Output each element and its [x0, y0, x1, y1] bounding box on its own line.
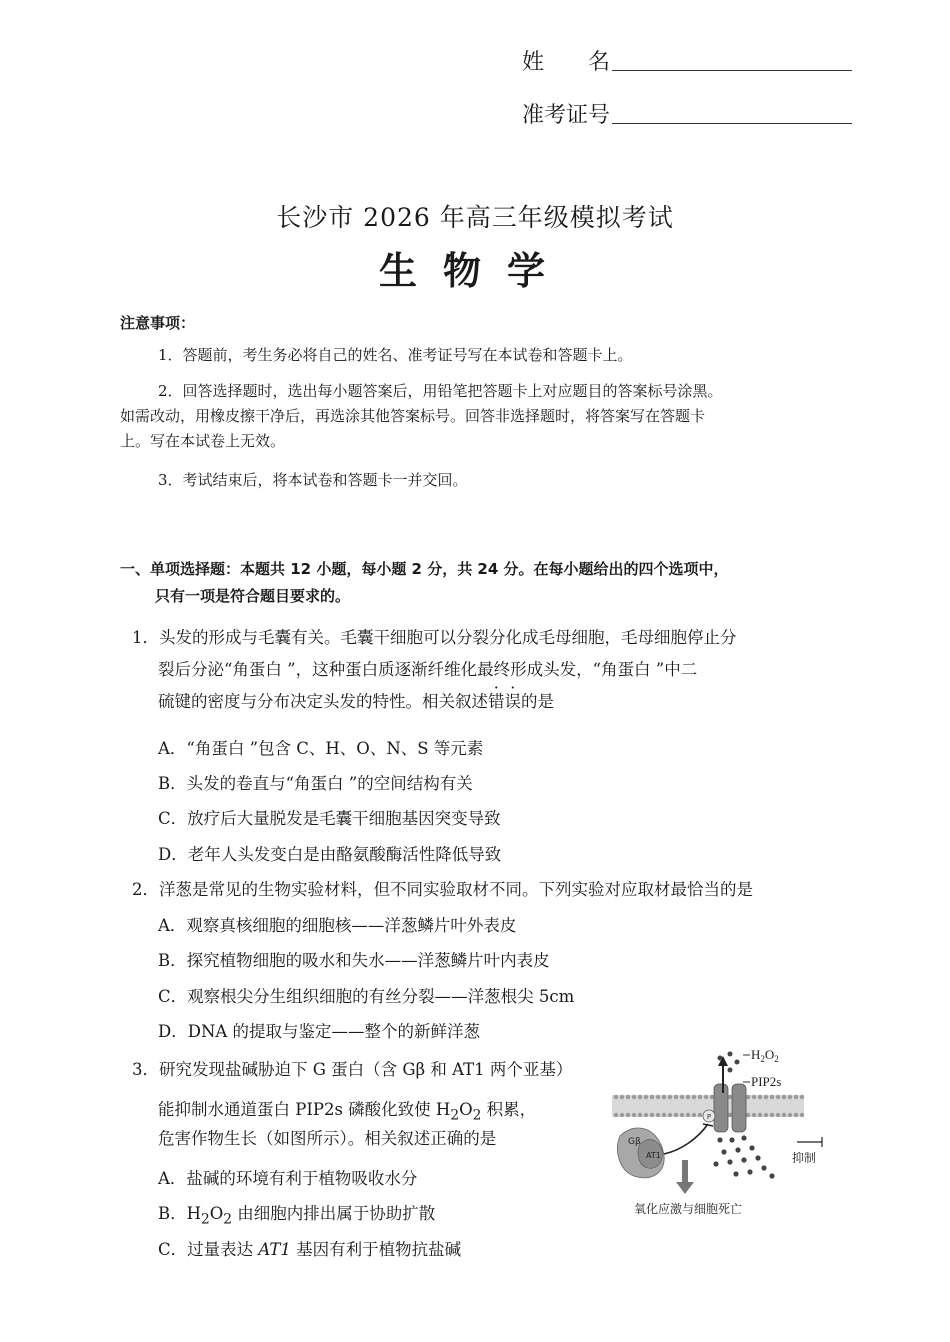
- gene-name: AT1: [258, 1240, 291, 1259]
- q1-option-d: D．老年人头发变白是由酪氨酸酶活性降低导致: [158, 845, 502, 864]
- subscript: 2: [201, 1211, 210, 1228]
- q1-stem-line-2: 裂后分泌“角蛋白 ”，这种蛋白质逐渐纤维化最终形成头发，“角蛋白 ”中二: [158, 660, 698, 679]
- down-arrow-icon: [676, 1160, 694, 1194]
- h2o2-text: H: [751, 1048, 761, 1062]
- exam-id-label: 准考证号: [522, 103, 611, 128]
- notice-item-2-line-3: 上。写在本试卷上无效。: [120, 432, 286, 450]
- inhibition-bar: [703, 1124, 713, 1126]
- q3-option-c: [158, 1236, 461, 1260]
- phosphate-label: P: [706, 1113, 712, 1121]
- h2o2-label: [751, 1048, 779, 1064]
- section-1-heading-line-1: 一、单项选择题：本题共 12 小题，每小题 2 分，共 24 分。在每小题给出的四个选项中，: [120, 560, 729, 578]
- q1-stem-line-1: 1．头发的形成与毛囊有关。毛囊干细胞可以分裂分化成毛母细胞，毛母细胞停止分: [132, 628, 737, 647]
- q3-text: 能抑制水通道蛋白 PIP2s 磷酸化致使 H: [158, 1100, 451, 1119]
- h2o2-molecules-inside: [713, 1135, 774, 1178]
- notice-heading: 注意事项：: [120, 314, 196, 332]
- name-field: [522, 45, 852, 76]
- exam-title: 长沙市 2026 年高三年级模拟考试: [276, 203, 674, 232]
- exam-id-field: [522, 98, 852, 129]
- gbeta-label: Gβ: [628, 1137, 641, 1147]
- q2-option-b: B．探究植物细胞的吸水和失水——洋葱鳞片叶内表皮: [158, 951, 550, 970]
- q1-option-b: B．头发的卷直与“角蛋白 ”的空间结构有关: [158, 774, 473, 793]
- inhibit-label: 抑制: [792, 1151, 817, 1165]
- pip2s-channel: [714, 1056, 746, 1132]
- q2-stem: 2．洋葱是常见的生物实验材料，但不同实验取材不同。下列实验对应取材最恰当的是: [132, 880, 753, 899]
- q3-text: B．H: [158, 1204, 202, 1223]
- q3-text: 基因有利于植物抗盐碱: [290, 1240, 462, 1259]
- q3-text: 由细胞内排出属于协助扩散: [232, 1204, 436, 1223]
- pip2s-label: PIP2s: [751, 1074, 782, 1089]
- g-protein-diagram: [612, 1048, 842, 1223]
- diagram-svg: [612, 1048, 842, 1223]
- notice-item-2-line-2: 如需改动，用橡皮擦干净后，再选涂其他答案标号。回答非选择题时，将答案写在答题卡: [120, 407, 706, 425]
- emphasis-char-1: 错: [488, 692, 505, 711]
- q3-text: O: [459, 1100, 473, 1119]
- q3-option-b: [158, 1200, 435, 1227]
- exam-id-blank: [612, 103, 852, 124]
- h2o2-text: O: [764, 1048, 775, 1062]
- notice-item-3: 3．考试结束后，将本试卷和答题卡一并交回。: [158, 471, 468, 489]
- at1-label: AT1: [646, 1151, 661, 1160]
- q1-stem-text: 硫键的密度与分布决定头发的特性。相关叙述: [158, 692, 488, 711]
- q3-text: O: [209, 1204, 224, 1223]
- q2-option-c: C．观察根尖分生组织细胞的有丝分裂——洋葱根尖 5cm: [158, 987, 575, 1006]
- q3-stem-line-2: [158, 1096, 536, 1123]
- section-1-heading-line-2: 只有一项是符合题目要求的。: [155, 587, 351, 605]
- inhibition-arrow: [664, 1124, 708, 1154]
- subscript: 2: [472, 1107, 482, 1124]
- notice-item-2-line-1: 2．回答选择题时，选出每小题答案后，用铅笔把答题卡上对应题目的答案标号涂黑。: [158, 382, 723, 400]
- subscript: 2: [450, 1107, 460, 1124]
- q3-stem-line-3: 危害作物生长（如图所示）。相关叙述正确的是: [158, 1129, 497, 1148]
- subscript: 2: [223, 1211, 233, 1228]
- h2o2-sub: 2: [760, 1054, 765, 1064]
- q1-stem-end: 的是: [521, 692, 554, 711]
- q3-text: C．过量表达: [158, 1240, 259, 1259]
- q1-option-c: C．放疗后大量脱发是毛囊干细胞基因突变导致: [158, 809, 501, 828]
- q3-text: 积累，: [481, 1100, 537, 1119]
- q1-option-a: A．“角蛋白 ”包含 C、H、O、N、S 等元素: [158, 739, 484, 758]
- q1-stem-line-3: [158, 688, 554, 712]
- q2-option-a: A．观察真核细胞的细胞核——洋葱鳞片叶外表皮: [158, 916, 517, 935]
- q3-option-a: A．盐碱的环境有利于植物吸收水分: [158, 1169, 418, 1188]
- diagram-caption: 氧化应激与细胞死亡: [634, 1202, 743, 1216]
- name-label: 姓 名: [522, 50, 611, 75]
- q3-stem-line-1: 3．研究发现盐碱胁迫下 G 蛋白（含 Gβ 和 AT1 两个亚基）: [132, 1060, 573, 1079]
- notice-item-1: 1．答题前，考生务必将自己的姓名、准考证号写在本试卷和答题卡上。: [158, 346, 633, 364]
- name-blank: [612, 50, 852, 71]
- subject-title: 生物学: [378, 249, 571, 293]
- emphasis-char-2: 误: [504, 692, 521, 711]
- h2o2-sub: 2: [774, 1054, 779, 1064]
- q2-option-d: D．DNA 的提取与鉴定——整个的新鲜洋葱: [158, 1022, 481, 1041]
